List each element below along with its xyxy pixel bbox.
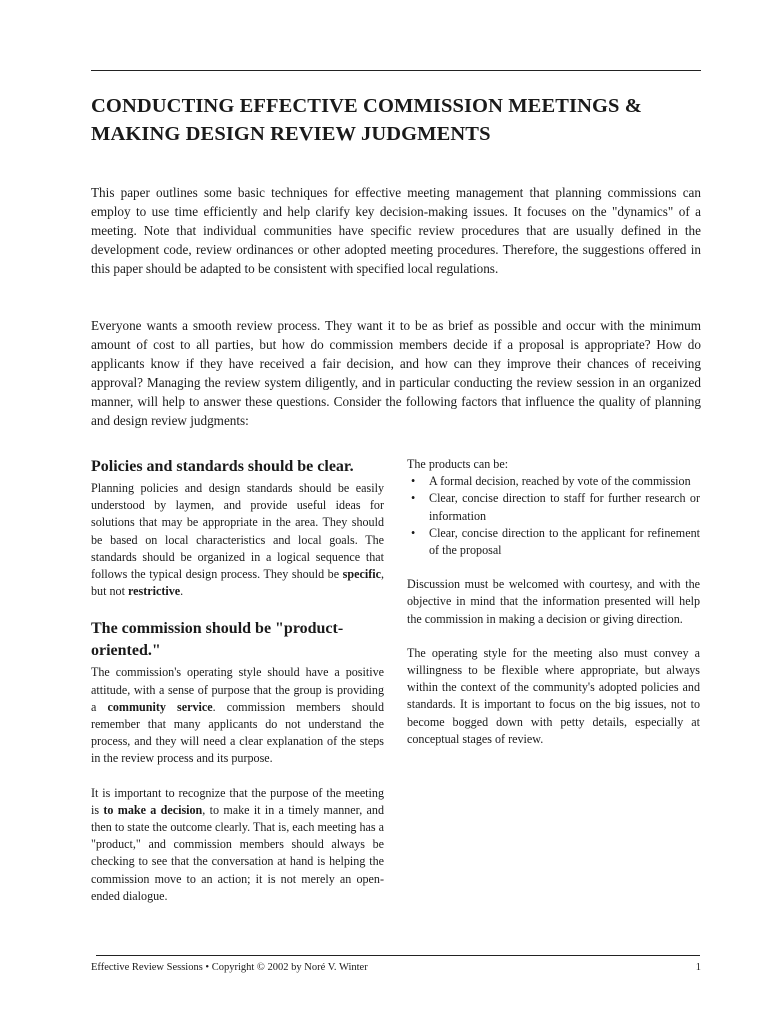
intro-paragraph-1: This paper outlines some basic techniques for effective meeting management that planning commissions can employ to use time efficiently and help clarify key decision-making issues. It focuses on the "dynamics" of a meeting. Note that individual communities have specific review procedures that are usually defined in the development code, review ordinances or other adopted meeting procedures. Therefore, the suggestions offered in this paper should be adapted to be consistent with specified local regulations. bbox=[91, 185, 701, 277]
footer-rule bbox=[96, 955, 700, 956]
operating-style-paragraph bbox=[91, 664, 384, 767]
page-footer bbox=[91, 961, 701, 975]
discussion-paragraph: Discussion must be welcomed with courtesy, and with the objective in mind that the information presented will help the commission in making a decision or giving direction. bbox=[407, 577, 700, 626]
purpose-text-a: It is important to recognize that the purpose of the meeting is bbox=[91, 785, 384, 817]
heading-product-oriented: The commission should be "product-oriented." bbox=[91, 620, 344, 660]
purpose-paragraph bbox=[91, 785, 384, 905]
list-item bbox=[407, 525, 700, 559]
bullet: • bbox=[411, 525, 416, 540]
list-item bbox=[407, 490, 700, 524]
list-item-text: Clear, concise direction to the applicant for refinement of the proposal bbox=[429, 525, 700, 558]
title-line-2: MAKING DESIGN REVIEW JUDGMENTS bbox=[91, 123, 491, 145]
list-item bbox=[407, 473, 700, 490]
page-title bbox=[91, 92, 711, 148]
top-rule bbox=[91, 70, 701, 71]
footer-text: Effective Review Sessions • Copyright © 2002 by Noré V. Winter bbox=[91, 962, 368, 973]
policies-paragraph bbox=[91, 480, 384, 600]
products-lead: The products can be: bbox=[407, 457, 509, 471]
intro-paragraph-2: Everyone wants a smooth review process. They want it to be as brief as possible and occur with the minimum amount of cost to all parties, but how do commission members decide if a proposal is appropriate? How do applicants know if they have received a fair decision, and how can they improve their chances of receiving approval? Managing the review system diligently, and in particular conducting the review session in an organized manner, will help to answer these questions. Consider the following factors that influence the quality of planning and design review judgments: bbox=[91, 318, 701, 429]
operating-text-b: . commission members should remember that many applicants do not understand the process, and they will need a clear explanation of the steps in the review process and its purpose. bbox=[91, 699, 384, 766]
left-column bbox=[91, 456, 384, 905]
flexibility-paragraph: The operating style for the meeting also must convey a willingness to be flexible where appropriate, but always within the context of the community's adopted policies and standards. It is important to focus on the big issues, not to become bogged down with petty details, especially at conceptual stages of review. bbox=[407, 645, 700, 746]
bold-restrictive: restrictive bbox=[127, 584, 181, 599]
page-number: 1 bbox=[695, 962, 701, 973]
policies-text: Planning policies and design standards should be easily understood by laymen, and provide useful ideas for solutions that may be appropriate in the area. They should be based on local characteristics and local goals. The standards should be organized in a logical sequence that follows the typical design process. They should be bbox=[91, 481, 384, 582]
bold-community-service: community service bbox=[107, 699, 213, 714]
right-column bbox=[407, 456, 700, 748]
purpose-text-b: , to make it in a timely manner, and then to state the outcome clearly. That is, each meeting has a "product," and commission members should always be checking to see that the conversation at hand is helping the commission move to an action; it is not merely an open-ended dialogue. bbox=[91, 802, 385, 903]
policies-mid: , but not bbox=[91, 567, 384, 599]
heading-policies: Policies and standards should be clear. bbox=[91, 458, 354, 475]
bullet: • bbox=[411, 474, 416, 489]
operating-text-a: The commission's operating style should have a positive attitude, with a sense of purpose that the group is providing a bbox=[91, 665, 384, 714]
title-line-1: CONDUCTING EFFECTIVE COMMISSION MEETINGS & bbox=[91, 95, 642, 117]
policies-end: . bbox=[180, 584, 184, 599]
list-item-text: A formal decision, reached by vote of the commission bbox=[429, 474, 691, 489]
bold-make-decision: to make a decision bbox=[103, 802, 203, 817]
bold-specific: specific bbox=[342, 567, 381, 582]
bullet: • bbox=[411, 491, 416, 506]
list-item-text: Clear, concise direction to staff for further research or information bbox=[429, 491, 700, 523]
products-list bbox=[407, 473, 700, 559]
